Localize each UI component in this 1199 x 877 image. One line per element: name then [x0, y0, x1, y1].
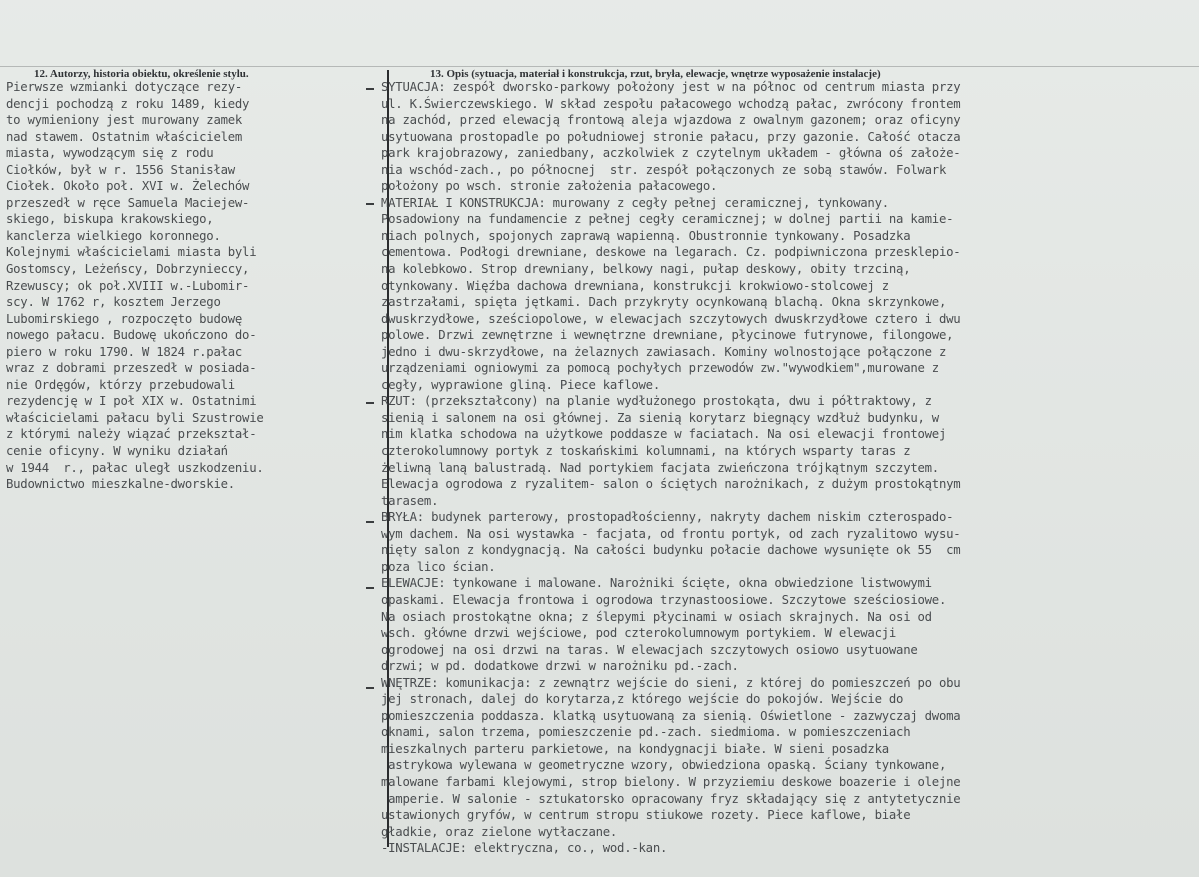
description-text-line: wsch. główne drzwi wejściowe, pod czterokolumnowym portykiem. W elewacji	[381, 626, 897, 641]
history-text-line: przeszedł w ręce Samuela Maciejew-	[6, 195, 250, 210]
history-text-line: miasta, wywodzącym się z rodu	[6, 146, 214, 161]
description-text-line: Elewacja ogrodowa z ryzalitem- salon o ściętych narożnikach, z dużym prostokątnym	[381, 477, 961, 492]
description-text-line: cegły, wyprawione gliną. Piece kaflowe.	[381, 377, 660, 392]
description-text-line: Posadowiony na fundamencie z pełnej cegły ceramicznej; w dolnej partii na kamie-	[381, 212, 954, 227]
history-text-line: Budownictwo mieszkalne-dworskie.	[6, 477, 235, 492]
description-text-line: -INSTALACJE: elektryczna, co., wod.-kan.	[381, 841, 668, 856]
margin-dash	[366, 521, 374, 523]
description-text-line: oknami, salon trzema, pomieszczenie pd.-zach. siedmioma. w pomieszczeniach	[381, 725, 911, 740]
form-top-rule	[0, 66, 1199, 67]
description-text-column	[381, 79, 1193, 857]
description-text-line: BRYŁA: budynek parterowy, prostopadłościenny, nakryty dachem niskim czterospado-	[381, 510, 954, 525]
description-text-line: RZUT: (przekształcony) na planie wydłużonego prostokąta, dwu i półtraktowy, z	[381, 394, 932, 409]
description-text-line: ogrodowej na osi drzwi na taras. W elewacjach szczytowych osiowo usytuowane	[381, 642, 918, 657]
description-text-line: amperie. W salonie - sztukatorsko opracowany fryz składający się z antytetycznie	[381, 791, 961, 806]
history-text-line: Ciołków, był w r. 1556 Stanisław	[6, 162, 235, 177]
description-text-line: tarasem.	[381, 493, 439, 508]
description-text-line: drzwi; w pd. dodatkowe drzwi w narożniku pd.-zach.	[381, 659, 739, 674]
description-text-line: nia wschód-zach., po północnej str. zespół połączonych ze sobą stawów. Folwark	[381, 162, 947, 177]
history-text-line: skiego, biskupa krakowskiego,	[6, 212, 214, 227]
history-text-line: Kolejnymi właścicielami miasta byli	[6, 245, 257, 260]
history-text-line: Gostomscy, Leżeńscy, Dobrzynieccy,	[6, 262, 250, 277]
history-text-line: dencji pochodzą z roku 1489, kiedy	[6, 96, 250, 111]
description-text-line: astrykowa wylewana w geometryczne wzory, obwiedziona opaską. Ściany tynkowane,	[381, 758, 947, 773]
description-text-line: ul. K.Świerczewskiego. W skład zespołu pałacowego wchodzą pałac, zwrócony frontem	[381, 96, 961, 111]
history-text-line: właścicielami pałacu byli Szustrowie	[6, 410, 264, 425]
description-text-line: MATERIAŁ I KONSTRUKCJA: murowany z cegły pełnej ceramicznej, tynkowany.	[381, 195, 889, 210]
history-text-line: kanclerza wielkiego koronnego.	[6, 228, 221, 243]
description-text-line: nim klatka schodowa na użytkowe poddasze w faciatach. Na osi elewacji frontowej	[381, 427, 947, 442]
margin-dash	[366, 88, 374, 90]
history-text-line: nad stawem. Ostatnim właścicielem	[6, 129, 243, 144]
history-text-line: Ciołek. Około poł. XVI w. Żelechów	[6, 179, 250, 194]
history-text-line: scy. W 1762 r, kosztem Jerzego	[6, 295, 221, 310]
section-12-header: 12. Autorzy, historia obiektu, określenie stylu.	[34, 68, 249, 80]
description-text-line: jej stronach, dalej do korytarza,z którego wejście do pokojów. Wejście do	[381, 692, 904, 707]
description-text-line: malowane farbami klejowymi, strop bielony. W przyziemiu deskowe boazerie i olejne	[381, 774, 961, 789]
description-text-line: czterokolumnowy portyk z toskańskimi kolumnami, na których wsparty taras z	[381, 444, 911, 459]
description-text-line: niach polnych, spojonych zaprawą wapienną. Obustronnie tynkowany. Posadzka	[381, 228, 911, 243]
description-text-line: Na osiach prostokątne okna; z ślepymi płycinami w osiach skrajnych. Na osi od	[381, 609, 932, 624]
description-text-line: park krajobrazowy, zaniedbany, aczkolwiek z czytelnym układem - główna oś założe-	[381, 146, 961, 161]
description-text-line: poza lico ścian.	[381, 559, 496, 574]
margin-dash	[366, 687, 374, 689]
description-text-line: otynkowany. Więźba dachowa drewniana, konstrukcji krokwiowo-stolcowej z	[381, 278, 889, 293]
description-text-line: zastrzałami, spięta jętkami. Dach przykryty ocynkowaną blachą. Okna skrzynkowe,	[381, 295, 947, 310]
description-text-line: wym dachem. Na osi wystawka - facjata, od frontu portyk, od zach ryzalitowo wysu-	[381, 526, 961, 541]
history-text-line: z którymi należy wiązać przekształ-	[6, 427, 257, 442]
description-text-line: cementowa. Podłogi drewniane, deskowe na legarach. Cz. podpiwniczona przesklepio-	[381, 245, 961, 260]
description-text-line: gładkie, oraz zielone wytłaczane.	[381, 824, 618, 839]
description-text-line: nięty salon z kondygnacją. Na całości budynku połacie dachowe wysunięte ok 55 cm	[381, 543, 961, 558]
margin-dash	[366, 587, 374, 589]
margin-dash	[366, 402, 374, 404]
description-text-line: mieszkalnych parteru parkietowe, na kondygnacji białe. W sieni posadzka	[381, 741, 889, 756]
history-text-line: nie Ordęgów, którzy przebudowali	[6, 377, 235, 392]
description-text-line: sienią i salonem na osi głównej. Za sienią korytarz biegnący wzdłuż budynku, w	[381, 410, 939, 425]
description-text-line: na zachód, przed elewacją frontową aleja wjazdowa z owalnym gazonem; oraz oficyny	[381, 113, 961, 128]
description-text-line: na kolebkowo. Strop drewniany, belkowy nagi, pułap deskowy, obity trzciną,	[381, 262, 911, 277]
margin-dash	[366, 203, 374, 205]
description-text-line: pomieszczenia poddasza. klatką usytuowaną za sienią. Oświetlone - zazwyczaj dwoma	[381, 708, 961, 723]
history-text-line: w 1944 r., pałac uległ uszkodzeniu.	[6, 460, 264, 475]
description-text-line: WNĘTRZE: komunikacja: z zewnątrz wejście do sieni, z której do pomieszczeń po obu	[381, 675, 961, 690]
description-text-line: żeliwną laną balustradą. Nad portykiem facjata zwieńczona trójkątnym szczytem.	[381, 460, 939, 475]
history-text-column	[6, 79, 366, 493]
history-text-line: rezydencję w I poł XIX w. Ostatnimi	[6, 394, 257, 409]
description-text-line: usytuowana prostopadle po południowej stronie pałacu, przy gazonie. Całość otacza	[381, 129, 961, 144]
description-text-line: opaskami. Elewacja frontowa i ogrodowa trzynastoosiowe. Szczytowe sześciosiowe.	[381, 592, 947, 607]
history-text-line: Rzewuscy; ok poł.XVIII w.-Lubomir-	[6, 278, 250, 293]
description-text-line: SYTUACJA: zespół dworsko-parkowy położony jest w na północ od centrum miasta przy	[381, 80, 961, 94]
description-text-line: urządzeniami ogniowymi za pomocą pochyłych przewodów zw."wywodkiem",murowane z	[381, 361, 939, 376]
history-text-line: Lubomirskiego , rozpoczęto budowę	[6, 311, 243, 326]
history-text-line: piero w roku 1790. W 1824 r.pałac	[6, 344, 243, 359]
description-text-line: jedno i dwu-skrzydłowe, na żelaznych zawiasach. Kominy wolnostojące połączone z	[381, 344, 947, 359]
description-text-line: położony po wsch. stronie założenia pałacowego.	[381, 179, 718, 194]
history-text-line: nowego pałacu. Budowę ukończono do-	[6, 328, 257, 343]
history-text-line: wraz z dobrami przeszedł w posiada-	[6, 361, 257, 376]
description-text-line: dwuskrzydłowe, sześciopolowe, w elewacjach szczytowych dwuskrzydłowe cztero i dwu	[381, 311, 961, 326]
history-text-line: to wymieniony jest murowany zamek	[6, 113, 243, 128]
section-13-header: 13. Opis (sytuacja, materiał i konstrukcja, rzut, bryła, elewacje, wnętrze wyposażenie instalacje)	[430, 68, 881, 80]
description-text-line: polowe. Drzwi zewnętrzne i wewnętrzne drewniane, płycinowe futrynowe, filongowe,	[381, 328, 954, 343]
description-text-line: ELEWACJE: tynkowane i malowane. Narożniki ścięte, okna obwiedzione listwowymi	[381, 576, 932, 591]
description-text-line: ustawionych gryfów, w centrum stropu stiukowe rozety. Piece kaflowe, białe	[381, 808, 911, 823]
history-text-line: cenie oficyny. W wyniku działań	[6, 444, 228, 459]
history-text-line: Pierwsze wzmianki dotyczące rezy-	[6, 80, 243, 94]
